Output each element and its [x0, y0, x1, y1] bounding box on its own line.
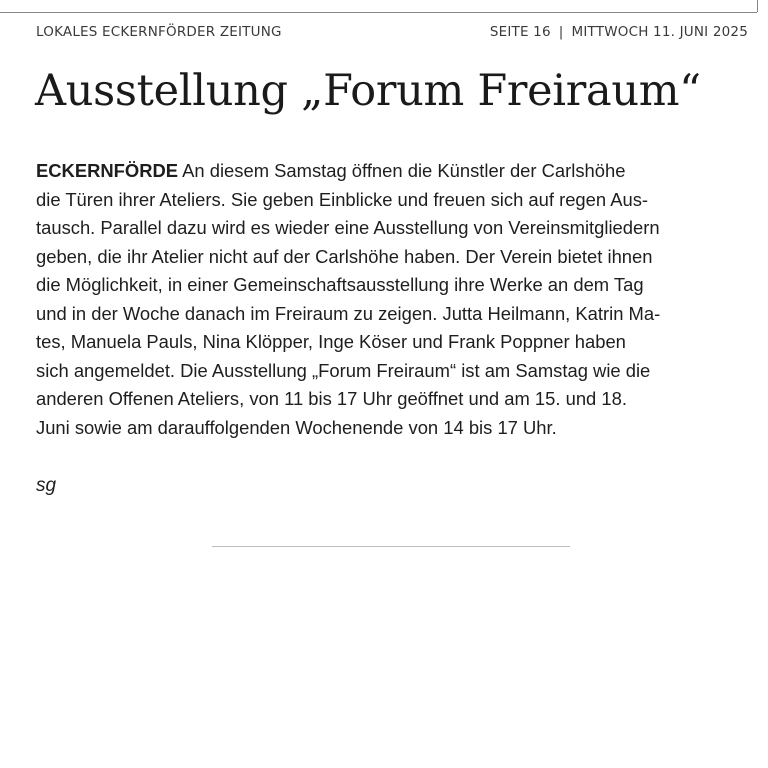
article-line: tausch. Parallel dazu wird es wieder eine Ausstellung von Vereinsmitgliedern	[36, 217, 660, 238]
section-title: LOKALES ECKERNFÖRDER ZEITUNG	[36, 24, 282, 40]
article-line: sich angemeldet. Die Ausstellung „Forum Freiraum“ ist am Samstag wie die	[36, 359, 651, 381]
article-end-rule	[212, 546, 570, 547]
article-headline: Ausstellung „Forum Freiraum“	[35, 66, 701, 116]
page-header	[36, 24, 748, 40]
article-line: tes, Manuela Pauls, Nina Klöpper, Inge Köser und Frank Poppner haben	[36, 331, 626, 352]
article-line: die Möglichkeit, in einer Gemeinschaftsausstellung ihre Werke an dem Tag	[36, 274, 644, 295]
page-number: SEITE 16	[489, 24, 551, 40]
issue-date: MITTWOCH 11. JUNI 2025	[571, 24, 748, 40]
page-info	[490, 24, 748, 40]
article-body	[36, 157, 748, 442]
article-line: geben, die ihr Atelier nicht auf der Carlshöhe haben. Der Verein bietet ihnen	[36, 245, 653, 267]
article-line-text: An diesem Samstag öffnen die Künstler der Carlshöhe	[178, 160, 626, 181]
article-line: und in der Woche danach im Freiraum zu zeigen. Jutta Heilmann, Katrin Ma-	[36, 302, 661, 324]
article-dateline: ECKERNFÖRDE	[36, 160, 179, 181]
article-line: Juni sowie am darauffolgenden Wochenende von 14 bis 17 Uhr.	[36, 416, 557, 438]
crop-mark	[757, 0, 758, 12]
article-line: die Türen ihrer Ateliers. Sie geben Einblicke und freuen sich auf regen Aus-	[36, 188, 649, 210]
article-line: anderen Offenen Ateliers, von 11 bis 17 Uhr geöffnet und am 15. und 18.	[36, 388, 627, 409]
author-initials: sg	[36, 475, 57, 496]
article-line	[36, 157, 748, 186]
header-separator: |	[558, 24, 564, 40]
top-rule	[0, 12, 757, 13]
